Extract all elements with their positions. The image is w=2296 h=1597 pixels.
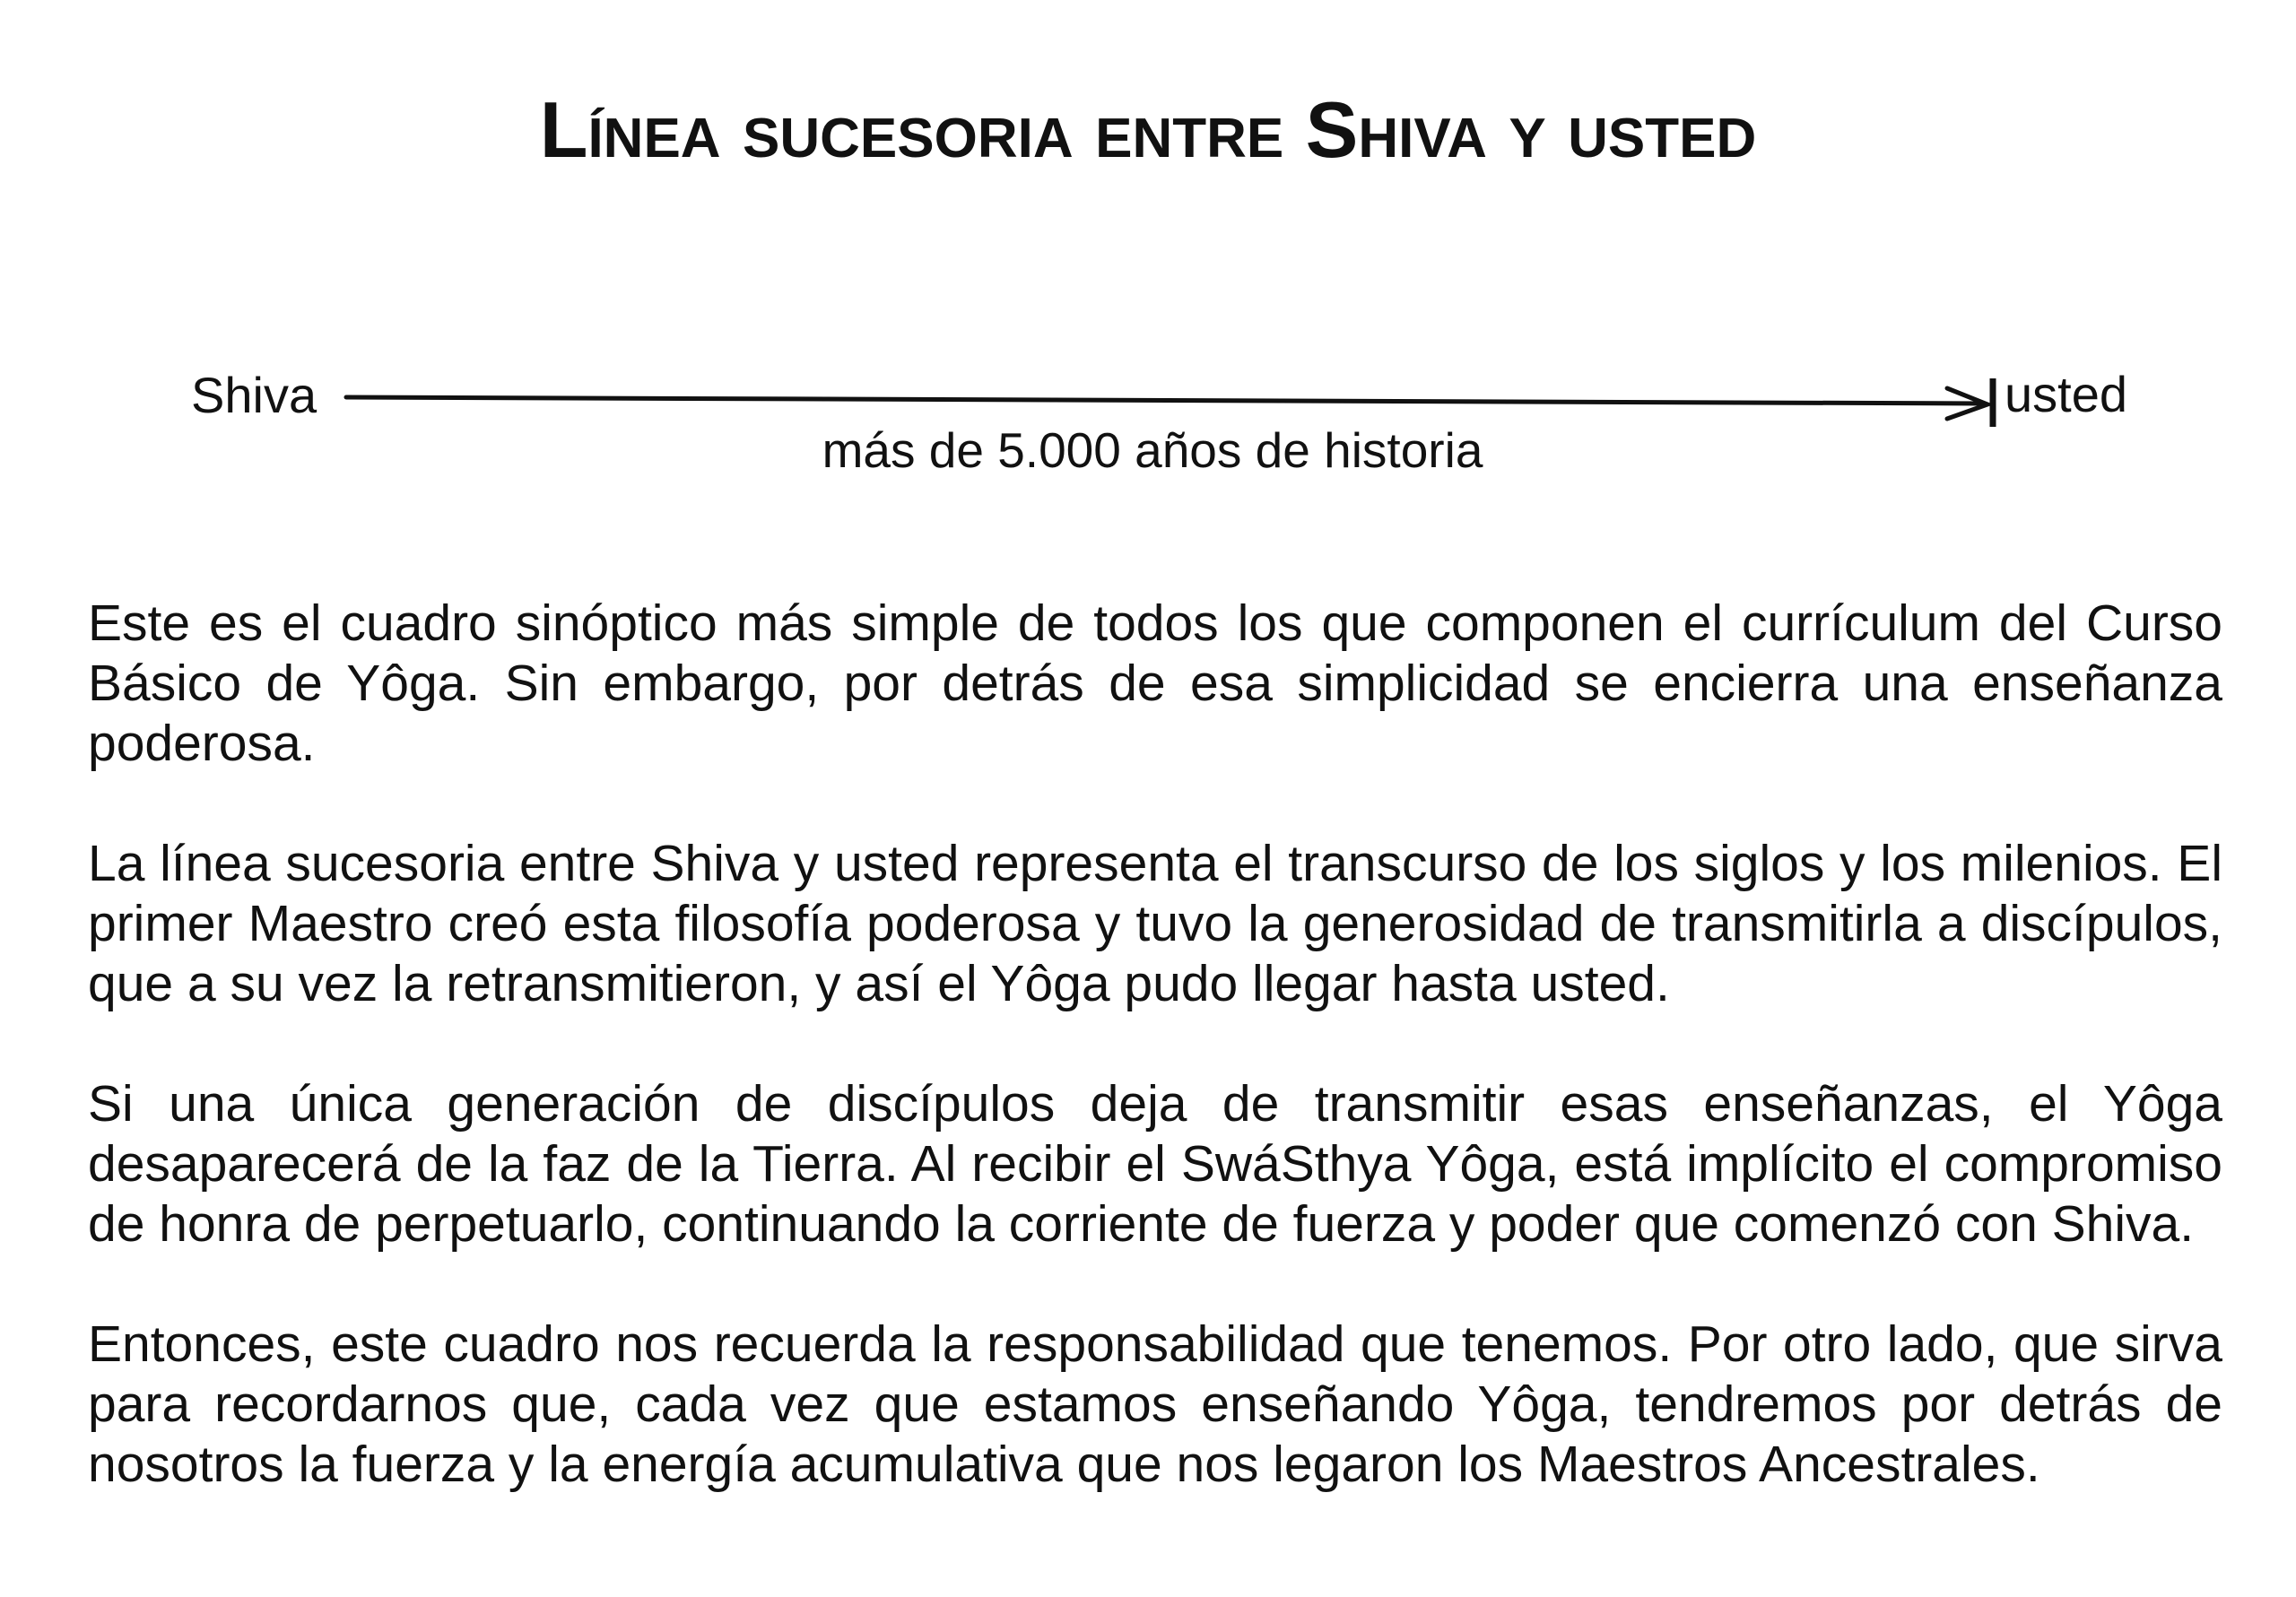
paragraph-line: desaparecerá de la faz de la Tierra. Al recibir el SwáSthya Yôga, está implícito el compromiso [88, 1135, 2222, 1193]
paragraph-line: que a su vez la retransmitieron, y así el Yôga pudo llegar hasta usted. [88, 955, 1670, 1012]
paragraph-line: nosotros la fuerza y la energía acumulativa que nos legaron los Maestros Ancestrales. [88, 1436, 2040, 1493]
timeline-arrow-line [346, 397, 1984, 404]
paragraph-line: La línea sucesoria entre Shiva y usted representa el transcurso de los siglos y los milenios. El [88, 835, 2222, 892]
paragraph-4 [88, 1315, 2222, 1495]
body-text [88, 594, 2222, 1555]
paragraph-2 [88, 834, 2222, 1014]
diagram-start-label: Shiva [191, 367, 317, 423]
diagram-caption: más de 5.000 años de historia [822, 422, 1483, 478]
paragraph-line: de honra de perpetuarlo, continuando la corriente de fuerza y poder que comenzó con Shiva. [88, 1195, 2195, 1253]
paragraph-line: Entonces, este cuadro nos recuerda la responsabilidad que tenemos. Por otro lado, que sirva [88, 1315, 2222, 1373]
paragraph-line: Este es el cuadro sinóptico más simple de todos los que componen el currículum del Curso [88, 595, 2222, 652]
page-title: Línea sucesoria entre Shiva y usted [539, 85, 1757, 174]
paragraph-line: primer Maestro creó esta filosofía poderosa y tuvo la generosidad de transmitirla a discípulos, [88, 895, 2222, 952]
paragraph-line: Básico de Yôga. Sin embargo, por detrás de esa simplicidad se encierra una enseñanza [88, 655, 2222, 712]
paragraph-line: para recordarnos que, cada vez que estamos enseñando Yôga, tendremos por detrás de [88, 1376, 2222, 1433]
paragraph-3 [88, 1074, 2222, 1254]
paragraph-line: poderosa. [88, 715, 316, 772]
diagram-end-label: usted [2005, 366, 2127, 422]
paragraph-line: Si una única generación de discípulos deja de transmitir esas enseñanzas, el Yôga [88, 1075, 2222, 1133]
paragraph-1 [88, 594, 2222, 774]
